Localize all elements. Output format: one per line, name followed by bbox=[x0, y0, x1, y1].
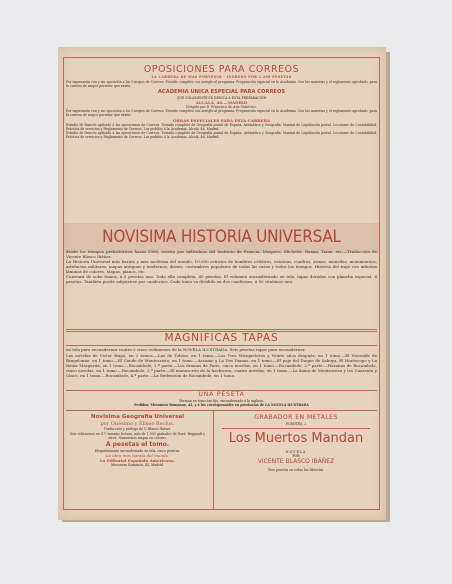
muertos-price: Tres pesetas en todas las librerías. bbox=[267, 468, 325, 473]
muertos-title: Los Muertos Mandan bbox=[228, 431, 364, 447]
muertos-section bbox=[216, 414, 376, 472]
muertos-novel-label: NOVELA bbox=[285, 450, 307, 455]
geografia-title: Novisima Geografia Universal bbox=[90, 414, 185, 420]
peseta-text: Forman en tomo tan fijo, encuadernado á la inglesa. bbox=[179, 399, 264, 403]
books-title: OBRAS ESPECIALES PARA ESTA CARRERA bbox=[172, 118, 271, 124]
geografia-desc-2: Elegantemente encuadernado en tela, cinco pesetas. bbox=[94, 448, 181, 453]
historia-desc-3: Constará de ocho tomos, á 5 pesetas uno. Toda ella completa, 40 pesetas. El volumen encuadernado en tela, tapas doradas con plancha especial, 6 pesetas. También puede adquirirse por cuadernos. Cada tomo va dividido en dos cuadernos, á 50 céntimos uno. bbox=[66, 274, 377, 284]
geografia-price: A pesetas el tomo. bbox=[105, 441, 170, 449]
peseta-title: UNA PESETA bbox=[198, 391, 245, 398]
oposiciones-title: OPOSICIONES PARA CORREOS bbox=[143, 64, 300, 75]
academy-address: ALCALÁ, 46.—MADRID bbox=[195, 99, 248, 105]
grabador-subheader: FUENTES, 2 bbox=[285, 422, 307, 426]
historia-title: NOVISIMA HISTORIA UNIVERSAL bbox=[102, 227, 341, 246]
peseta-orders: Pedidos: Mesonero Romanos, 42, y á los corresponsales en provincias de LA NOVELA ILUSTRADA bbox=[134, 403, 309, 408]
oposiciones-intro: Por ingresarán con y sin oposición a los Cuerpos de Correos. Estudio completo con arreglo al programa. Preparación especial en la Academia. Con las materias y el reglamento aprobado, para la carrera de mayor porvenir que existe. bbox=[66, 80, 377, 89]
academy-name: ACADEMIA UNICA ESPECIAL PARA CORREOS bbox=[157, 89, 286, 96]
geografia-translator: Traducción y prólogo de V. Blasco Ibáñez. bbox=[103, 427, 172, 431]
muertos-rule bbox=[222, 428, 370, 429]
geografia-tagline: La obra más barata del mundo. bbox=[105, 452, 170, 458]
historia-section bbox=[66, 227, 377, 284]
grabador-header: GRABADOR EN METALES bbox=[254, 414, 338, 421]
bottom-split bbox=[66, 410, 377, 509]
magazine-back-cover bbox=[58, 47, 386, 520]
books-text-2: Estudio de francés aplicado á las oposiciones de Correos. Tratado completo de Geografía postal de España. Aritmética y Geografía. Manual de Legislación postal. Lecciones de Contabilidad, Práctica de servicios y Reglamento de Correos. Los pedidos á la Academia, Alcalá, 46, Madrid. bbox=[66, 131, 377, 140]
oposiciones-notes: Por ingresarán con y sin oposición a los Cuerpos de Correos. Estudio completo con arreglo al programa. Preparación especial en la Academia. Con las materias y el reglamento aprobado, para la carrera de mayor porvenir que existe. bbox=[66, 108, 377, 118]
historia-desc-2: La Historia Universal más barata y más moderna del mundo, 10.000 retratos de hombres célebres, estatuas, cuadros, armas, monedas, monumentos, artefactos militares, mapas antiguos y modernos, dioses, costumbres populares de todas las razas y todos los tiempos. Historia del traje con infinitas láminas de colores. Mapas, planos, etc. bbox=[66, 259, 377, 274]
tapas-rule bbox=[66, 345, 377, 346]
tapas-title: MAGNIFICAS TAPAS bbox=[164, 332, 279, 344]
academy-subtitle: QUE SOLAMENTE SE DEDICA A ESTA PREPARACIÓN bbox=[176, 95, 267, 100]
historia-desc-1: desde los tiempos prehistóricos hasta 1908, escrita por individuos del Instituto de Francia: Maspero, Michelet, Renan, Taine, etc.—Traducción de Vicente Blasco Ibáñez. bbox=[66, 249, 377, 259]
oposiciones-section bbox=[66, 64, 377, 140]
geografia-authors: por Onésimo y Eliseo Reclus. bbox=[100, 421, 175, 427]
geografia-section bbox=[66, 414, 209, 467]
geografia-publisher: La Editorial Española Americana. bbox=[99, 457, 175, 463]
tapas-desc-2: Las novelas de Victor Hugo, en 2 tomos.—Las de Tolstoi, en 1 tomo.—Los Tres Mosqueteros y Veinte años después, en 1 tomo.—El Vizconde de Bragelonne, en 1 tomo.—El Conde de Montecristo, en 1 tomo.—Ascanio y La Dos Dianas, en 1 tomo.—El paje del Duque de Saboya, El Horóscopo y La Reina Margarita, en 1 tomo.—Rocambole, 1.ª parte.—Los dramas de París, cinco novelas, en 1 tomo.—Rocambole, 2.ª parte.—Hazañas de Rocambole, cinco novelas, en 1 tomo.—Rocambole, 3.ª parte.—El manuscrito de la hechicera, cuatro novelas, en 1 tomo.—La dama de Montsoreau y los Cuarenta y Cinco, en 1 tomo.—Rocambole, 4.ª parte.—La Redención de Rocambole, en 1 tomo. bbox=[66, 353, 377, 378]
geografia-desc: Seis volúmenes en 4.º, tamaño lectura, más de 1.000 grabados de Doré, Regnault y otros. Numerosos mapas en colores. bbox=[69, 432, 206, 441]
muertos-by: POR bbox=[292, 454, 300, 459]
tapas-section bbox=[66, 329, 377, 378]
column-divider bbox=[213, 411, 214, 509]
muertos-author: VICENTE BLASCO IBÁÑEZ bbox=[257, 458, 335, 466]
geografia-address: Mesonero Romanos, 42, Madrid. bbox=[111, 462, 164, 467]
peseta-section bbox=[66, 390, 377, 407]
oposiciones-subtitle: LA CARRERA DE MAS PORVENIR · INGRESO POR 1.200 PESETAS bbox=[151, 75, 292, 79]
academy-director: Dirigida por D. Francisco de Asís Gutiérrez. bbox=[186, 104, 257, 109]
tapas-desc-1: en tela para encuadernar cuatro ó cinco volúmenes de la NOVELA ILUSTRADA. Seis pesetas tapas para encuadernar. bbox=[66, 347, 306, 352]
books-text: Estudio de francés aplicado á las oposiciones de Correos. Tratado completo de Geografía postal de España. Aritmética y Geografía. Manual de Legislación postal. Lecciones de Contabilidad, Práctica de servicios y Reglamento de Correos. Los pedidos á la Academia, Alcalá, 46, Madrid. bbox=[66, 123, 377, 132]
